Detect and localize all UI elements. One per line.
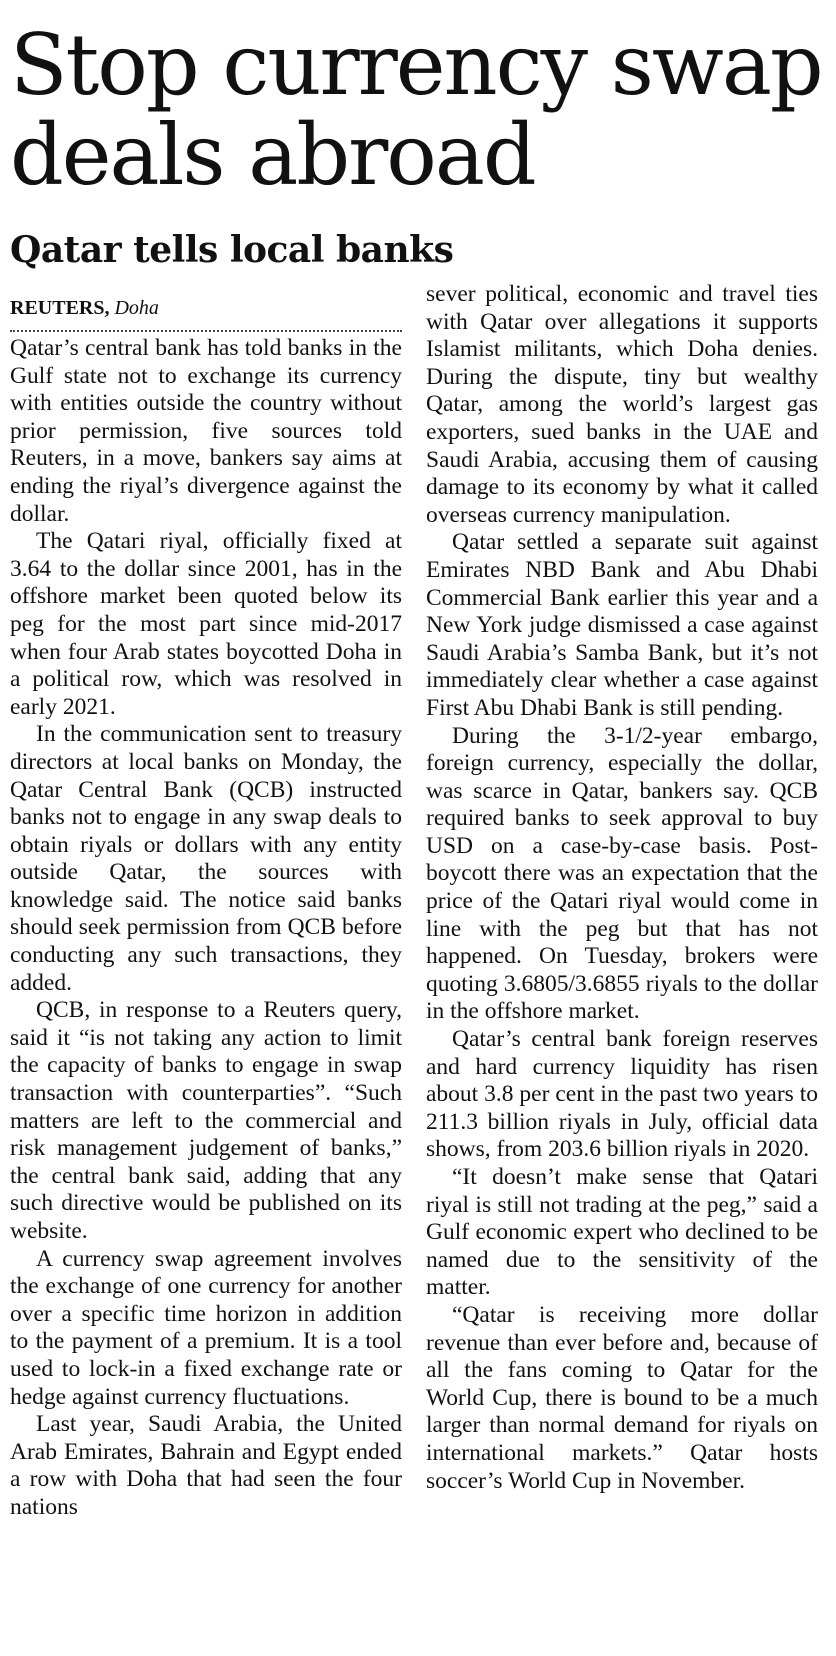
- byline: [10, 296, 402, 320]
- paragraph: Qatar’s central bank has told banks in the Gulf state not to exchange its currency with entities outside the country without prior permission, five sources told Reuters, in a move, bankers say aims at ending the riyal’s divergence against the dollar.: [10, 335, 402, 527]
- paragraph: Last year, Saudi Arabia, the United Arab Emirates, Bahrain and Egypt ended a row with Doha that had seen the four nations: [10, 1411, 402, 1520]
- paragraph: “Qatar is receiving more dollar revenue than ever before and, because of all the fans coming to Qatar for the World Cup, there is bound to be a much larger than normal demand for riyals on international markets.” Qatar hosts soccer’s World Cup in November.: [426, 1301, 818, 1494]
- paragraph: The Qatari riyal, officially fixed at 3.64 to the dollar since 2001, has in the offshore market been quoted below its peg for the most part since mid-2017 when four Arab states boycotted Doha in a political row, which was resolved in early 2021.: [10, 528, 402, 720]
- paragraph: sever political, economic and travel ties with Qatar over allegations it supports Islamist militants, which Doha denies. During the dispute, tiny but wealthy Qatar, among the world’s largest gas exporters, sued banks in the UAE and Saudi Arabia, accusing them of causing damage to its economy by what it called overseas currency manipulation.: [426, 281, 818, 528]
- paragraph: QCB, in response to a Reuters query, said it “is not taking any action to limit the capacity of banks to engage in swap transaction with counterparties”. “Such matters are left to the commercial and risk management judgement of banks,” the central bank said, adding that any such directive would be published on its website.: [10, 997, 402, 1244]
- paragraph: In the communication sent to treasury directors at local banks on Monday, the Qatar Central Bank (QCB) instructed banks not to engage in any swap deals to obtain riyals or dollars with any entity outside Qatar, the sources with knowledge said. The notice said banks should seek permission from QCB before conducting any such transactions, they added.: [10, 721, 402, 996]
- subheadline: Qatar tells local banks: [10, 229, 454, 271]
- byline-divider: [10, 330, 402, 332]
- paragraph: Qatar’s central bank foreign reserves and hard currency liquidity has risen about 3.8 per cent in the past two years to 211.3 billion riyals in July, official data shows, from 203.6 billion riyals in 2020.: [426, 1026, 818, 1163]
- byline-agency: REUTERS,: [10, 297, 110, 319]
- paragraph: Qatar settled a separate suit against Emirates NBD Bank and Abu Dhabi Commercial Bank earlier this year and a New York judge dismissed a case against Saudi Arabia’s Samba Bank, but it’s not immediately clear whether a case against First Abu Dhabi Bank is still pending.: [426, 529, 818, 721]
- paragraph: A currency swap agreement involves the exchange of one currency for another over a specific time horizon in addition to the payment of a premium. It is a tool used to lock-in a fixed exchange rate or hedge against currency fluctuations.: [10, 1245, 402, 1410]
- headline: Stop currency swap deals abroad: [10, 16, 822, 204]
- paragraph: During the 3-1/2-year embargo, foreign currency, especially the dollar, was scarce in Qatar, bankers say. QCB required banks to seek approval to buy USD on a case-by-case basis. Post-boycott there was an expectation that the price of the Qatari riyal would come in line with the peg but that has not happened. On Tuesday, brokers were quoting 3.6805/3.6855 riyals to the dollar in the offshore market.: [426, 722, 818, 1025]
- article-column-1: [10, 335, 402, 1522]
- byline-location: Doha: [114, 297, 159, 319]
- article-column-2: [426, 281, 818, 1495]
- paragraph: “It doesn’t make sense that Qatari riyal is still not trading at the peg,” said a Gulf economic expert who declined to be named due to the sensitivity of the matter.: [426, 1164, 818, 1301]
